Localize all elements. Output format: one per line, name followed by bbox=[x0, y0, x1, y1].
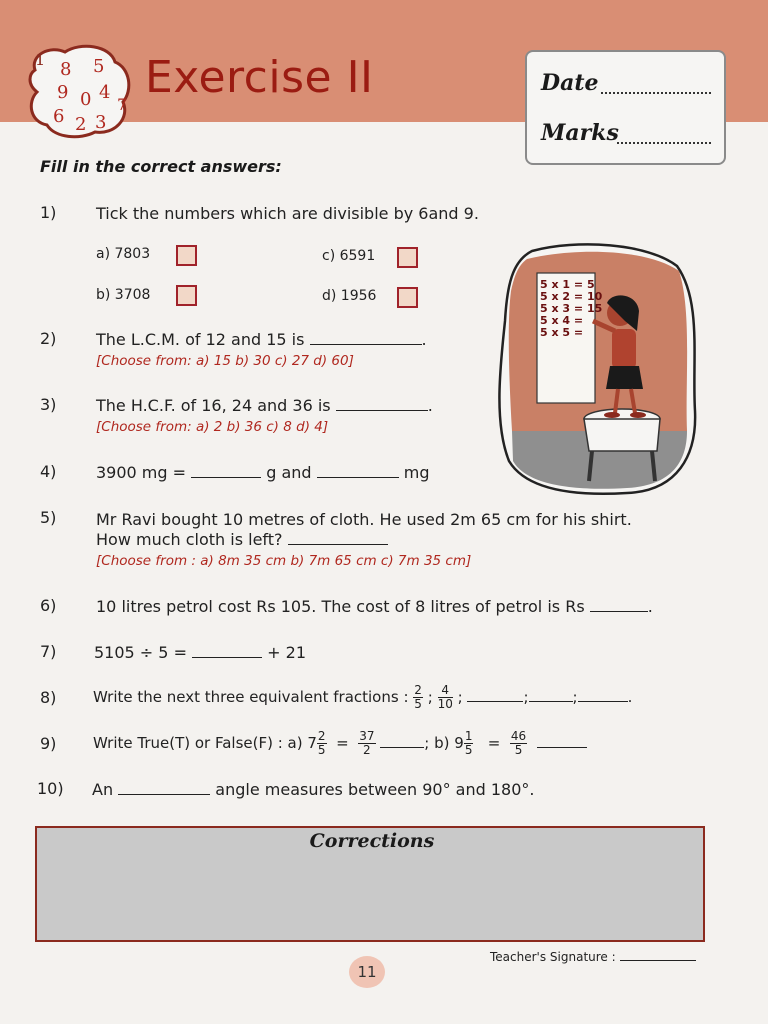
question-number: 6) bbox=[40, 596, 57, 615]
question-number: 10) bbox=[37, 779, 64, 798]
answer-blank[interactable] bbox=[467, 688, 523, 702]
svg-text:4: 4 bbox=[99, 82, 111, 103]
numbers-bag-logo bbox=[25, 40, 140, 140]
fraction: $\frac{46}{5}$ bbox=[510, 729, 527, 757]
answer-blank[interactable] bbox=[191, 464, 261, 478]
question-4: 3900 mg = g and mg bbox=[96, 463, 430, 482]
question-8: Write the next three equivalent fractions : $\frac{2}{5}$ ; $\frac{4}{10}$ ; ; ; . bbox=[93, 683, 633, 711]
question-number: 2) bbox=[40, 329, 57, 348]
question-2-hint: [Choose from: a) 15 b) 30 c) 27 d) 60] bbox=[96, 353, 354, 369]
date-marks-box bbox=[525, 50, 726, 165]
svg-text:6: 6 bbox=[53, 106, 65, 127]
board-line: 5 x 1 = 5 bbox=[540, 278, 595, 291]
question-5-line2: How much cloth is left? bbox=[96, 530, 388, 549]
date-field[interactable] bbox=[601, 92, 711, 94]
answer-blank[interactable] bbox=[336, 397, 428, 411]
svg-text:0: 0 bbox=[80, 89, 92, 110]
question-5-hint: [Choose from : a) 8m 35 cm b) 7m 65 cm c) 7m 35 cm] bbox=[96, 553, 472, 569]
question-7: 5105 ÷ 5 = + 21 bbox=[94, 643, 307, 662]
signature-field[interactable] bbox=[620, 951, 696, 961]
board-line: 5 x 4 = bbox=[540, 314, 584, 327]
girl-at-board-illustration bbox=[497, 241, 697, 496]
answer-blank[interactable] bbox=[590, 598, 648, 612]
marks-label: Marks bbox=[541, 120, 619, 146]
question-6: 10 litres petrol cost Rs 105. The cost of 8 litres of petrol is Rs . bbox=[96, 597, 653, 616]
question-2-text: The L.C.M. of 12 and 15 is bbox=[96, 330, 305, 349]
instruction: Fill in the correct answers: bbox=[40, 157, 282, 176]
checkbox-c[interactable] bbox=[397, 247, 418, 268]
date-label: Date bbox=[541, 70, 599, 96]
teacher-signature bbox=[490, 950, 696, 964]
board-line: 5 x 2 = 10 bbox=[540, 290, 603, 303]
question-10: An angle measures between 90° and 180°. bbox=[92, 780, 535, 799]
board-line: 5 x 5 = bbox=[540, 326, 584, 339]
answer-blank[interactable] bbox=[317, 464, 399, 478]
svg-text:9: 9 bbox=[57, 82, 69, 103]
fraction: $\frac{4}{10}$ bbox=[437, 683, 453, 711]
svg-text:5: 5 bbox=[93, 56, 105, 77]
answer-blank[interactable] bbox=[310, 331, 422, 345]
fraction: $\frac{2}{5}$ bbox=[414, 683, 422, 711]
answer-blank[interactable] bbox=[537, 734, 587, 748]
question-number: 3) bbox=[40, 395, 57, 414]
corrections-box[interactable] bbox=[35, 826, 705, 942]
option-d: d) 1956 bbox=[322, 288, 377, 304]
question-number: 4) bbox=[40, 462, 57, 481]
question-number: 5) bbox=[40, 508, 57, 527]
svg-text:3: 3 bbox=[95, 112, 107, 133]
svg-text:7: 7 bbox=[117, 95, 128, 114]
logo-digit: 1 bbox=[35, 50, 46, 69]
question-2: The L.C.M. of 12 and 15 is . bbox=[96, 330, 427, 349]
question-number: 8) bbox=[40, 688, 57, 707]
question-3: The H.C.F. of 16, 24 and 36 is . bbox=[96, 396, 433, 415]
question-number: 9) bbox=[40, 734, 57, 753]
option-b: b) 3708 bbox=[96, 287, 151, 303]
question-1-text: Tick the numbers which are divisible by 6and 9. bbox=[96, 204, 479, 223]
page-number: 11 bbox=[349, 956, 385, 988]
checkbox-b[interactable] bbox=[176, 285, 197, 306]
signature-label: Teacher's Signature : bbox=[490, 950, 616, 964]
fraction: $\frac{37}{2}$ bbox=[359, 729, 375, 757]
question-number: 7) bbox=[40, 642, 57, 661]
svg-text:2: 2 bbox=[75, 114, 87, 135]
answer-blank[interactable] bbox=[118, 781, 210, 795]
question-number: 1) bbox=[40, 203, 57, 222]
question-5-line1: Mr Ravi bought 10 metres of cloth. He used 2m 65 cm for his shirt. bbox=[96, 510, 632, 529]
checkbox-d[interactable] bbox=[397, 287, 418, 308]
answer-blank[interactable] bbox=[288, 531, 388, 545]
question-3-text: The H.C.F. of 16, 24 and 36 is bbox=[96, 396, 331, 415]
option-c: c) 6591 bbox=[322, 248, 376, 264]
fraction: $\frac{2}{5}$ bbox=[317, 729, 326, 757]
fraction: $\frac{1}{5}$ bbox=[464, 729, 473, 757]
answer-blank[interactable] bbox=[529, 688, 573, 702]
question-9: Write True(T) or False(F) : a) 7 $\frac{2}{5}$ = $\frac{37}{2}$ ; b) 9 $\frac{1}{5}$ = $\frac{46}{5}$ bbox=[93, 730, 587, 757]
answer-blank[interactable] bbox=[380, 734, 424, 748]
corrections-title: Corrections bbox=[309, 830, 435, 852]
answer-blank[interactable] bbox=[192, 644, 262, 658]
board-line: 5 x 3 = 15 bbox=[540, 302, 603, 315]
answer-blank[interactable] bbox=[578, 688, 628, 702]
marks-field[interactable] bbox=[617, 142, 711, 144]
checkbox-a[interactable] bbox=[176, 245, 197, 266]
question-3-hint: [Choose from: a) 2 b) 36 c) 8 d) 4] bbox=[96, 419, 329, 435]
page-title: Exercise II bbox=[145, 52, 374, 103]
svg-text:8: 8 bbox=[60, 59, 72, 80]
option-a: a) 7803 bbox=[96, 246, 151, 262]
